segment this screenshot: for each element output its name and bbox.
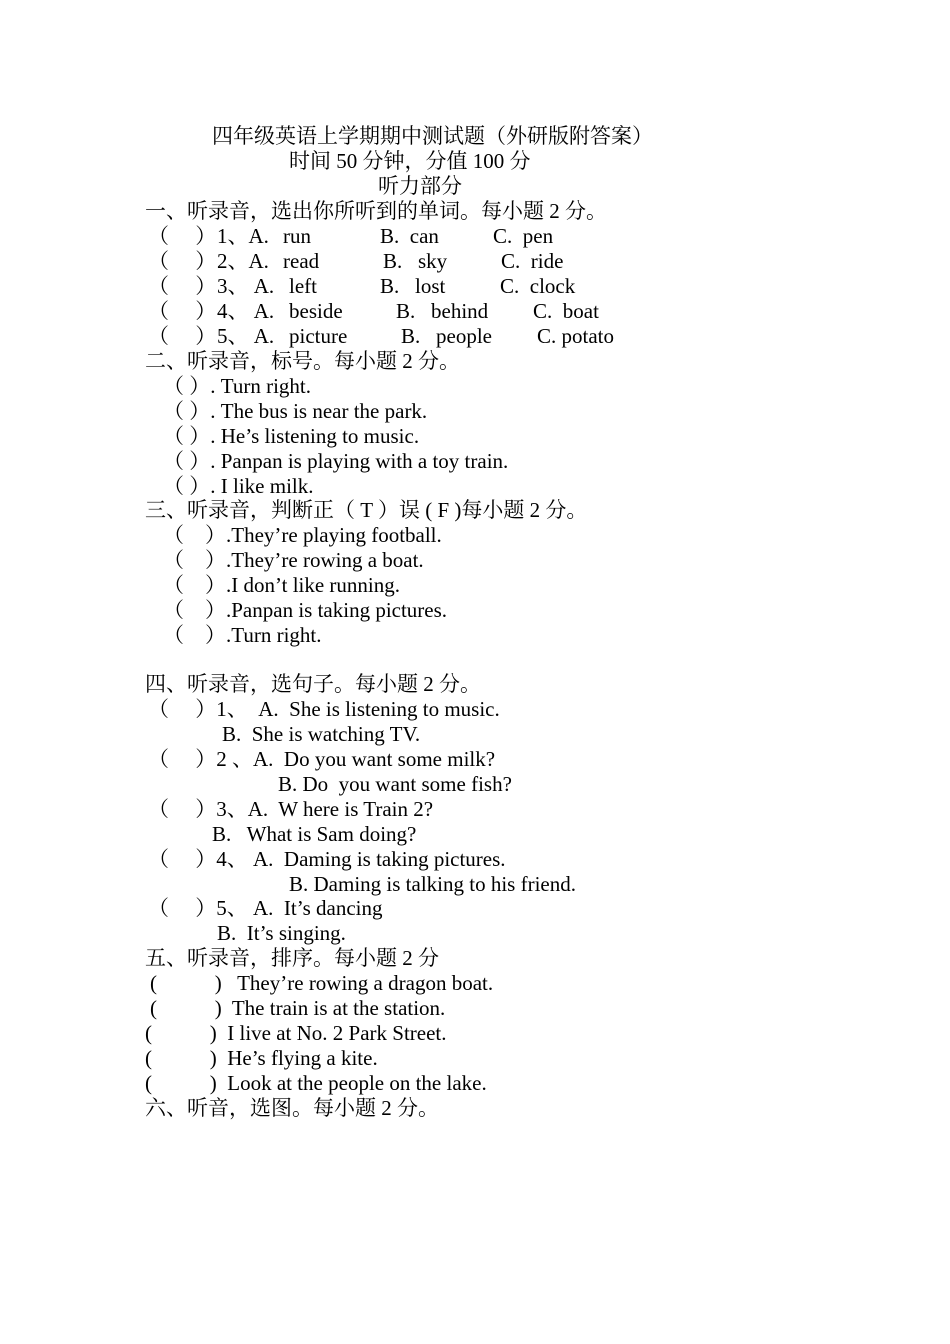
option-a: run: [283, 224, 311, 248]
option-a: read: [283, 249, 320, 273]
section-4-option-b: B. What is Sam doing?: [212, 822, 417, 846]
section-4-question: （ ）1、 A. She is listening to music.: [148, 697, 500, 721]
option-c: C. pen: [493, 224, 554, 248]
option-a: picture: [289, 324, 348, 348]
option-a: beside: [289, 299, 343, 323]
section-4-question: （ ）3、A. W here is Train 2?: [148, 797, 434, 821]
section-3-item: （ ）.Turn right.: [163, 623, 322, 647]
section-5-item: ( ) I live at No. 2 Park Street.: [145, 1021, 447, 1045]
section-4-option-b: B. She is watching TV.: [222, 722, 421, 746]
time-and-score: 时间 50 分钟，分值 100 分: [289, 149, 531, 173]
option-b: B. people: [401, 324, 492, 348]
section-5-heading: 五、听录音，排序。每小题 2 分: [145, 946, 439, 970]
section-2-item: （ ）. He’s listening to music.: [163, 424, 420, 448]
section-4-option-b: B. Do you want some fish?: [278, 772, 512, 796]
item-number: 1、A.: [217, 224, 269, 248]
part-heading: 听力部分: [378, 174, 462, 198]
item-number: 4、 A.: [217, 299, 275, 323]
section-5-item: ( ) They’re rowing a dragon boat.: [150, 971, 494, 995]
section-3-item: （ ）.They’re playing football.: [163, 523, 442, 547]
section-5-item: ( ) Look at the people on the lake.: [145, 1071, 487, 1095]
answer-blank: （ ）: [148, 324, 217, 348]
section-3-item: （ ）.Panpan is taking pictures.: [163, 598, 448, 622]
option-b: B. sky: [383, 249, 448, 273]
item-number: 2、A.: [217, 249, 269, 273]
option-a: left: [289, 274, 317, 298]
section-4-heading: 四、听录音，选句子。每小题 2 分。: [145, 672, 481, 696]
option-b: B. can: [380, 224, 439, 248]
section-2-heading: 二、听录音，标号。每小题 2 分。: [145, 349, 460, 373]
answer-blank: （ ）: [148, 249, 217, 273]
document-title: 四年级英语上学期期中测试题（外研版附答案）: [212, 124, 653, 148]
section-1-heading: 一、听录音，选出你所听到的单词。每小题 2 分。: [145, 199, 607, 223]
section-4-question: （ ）4、 A. Daming is taking pictures.: [148, 847, 506, 871]
section-4-option-b: B. Daming is talking to his friend.: [289, 872, 576, 896]
answer-blank: （ ）: [148, 299, 217, 323]
section-2-item: （ ）. Turn right.: [163, 374, 311, 398]
section-5-item: ( ) He’s flying a kite.: [145, 1046, 378, 1070]
section-2-item: （ ）. Panpan is playing with a toy train.: [163, 449, 509, 473]
section-3-item: （ ）.I don’t like running.: [163, 573, 401, 597]
section-2-item: （ ）. I like milk.: [163, 474, 314, 498]
option-b: B. behind: [396, 299, 489, 323]
option-c: C. ride: [501, 249, 564, 273]
section-4-question: （ ）2 、A. Do you want some milk?: [148, 747, 496, 771]
section-5-item: ( ) The train is at the station.: [150, 996, 446, 1020]
section-3-heading: 三、听录音，判断正（ T ）误 ( F )每小题 2 分。: [145, 498, 588, 522]
option-c: C. clock: [500, 274, 576, 298]
section-4-question: （ ）5、 A. It’s dancing: [148, 896, 383, 920]
section-4-option-b: B. It’s singing.: [217, 921, 346, 945]
option-c: C. potato: [537, 324, 614, 348]
option-c: C. boat: [533, 299, 599, 323]
section-3-item: （ ）.They’re rowing a boat.: [163, 548, 424, 572]
item-number: 5、 A.: [217, 324, 275, 348]
option-b: B. lost: [380, 274, 446, 298]
answer-blank: （ ）: [148, 274, 217, 298]
item-number: 3、 A.: [217, 274, 275, 298]
answer-blank: （ ）: [148, 224, 217, 248]
section-2-item: （ ）. The bus is near the park.: [163, 399, 428, 423]
section-6-heading: 六、听音，选图。每小题 2 分。: [145, 1096, 439, 1120]
